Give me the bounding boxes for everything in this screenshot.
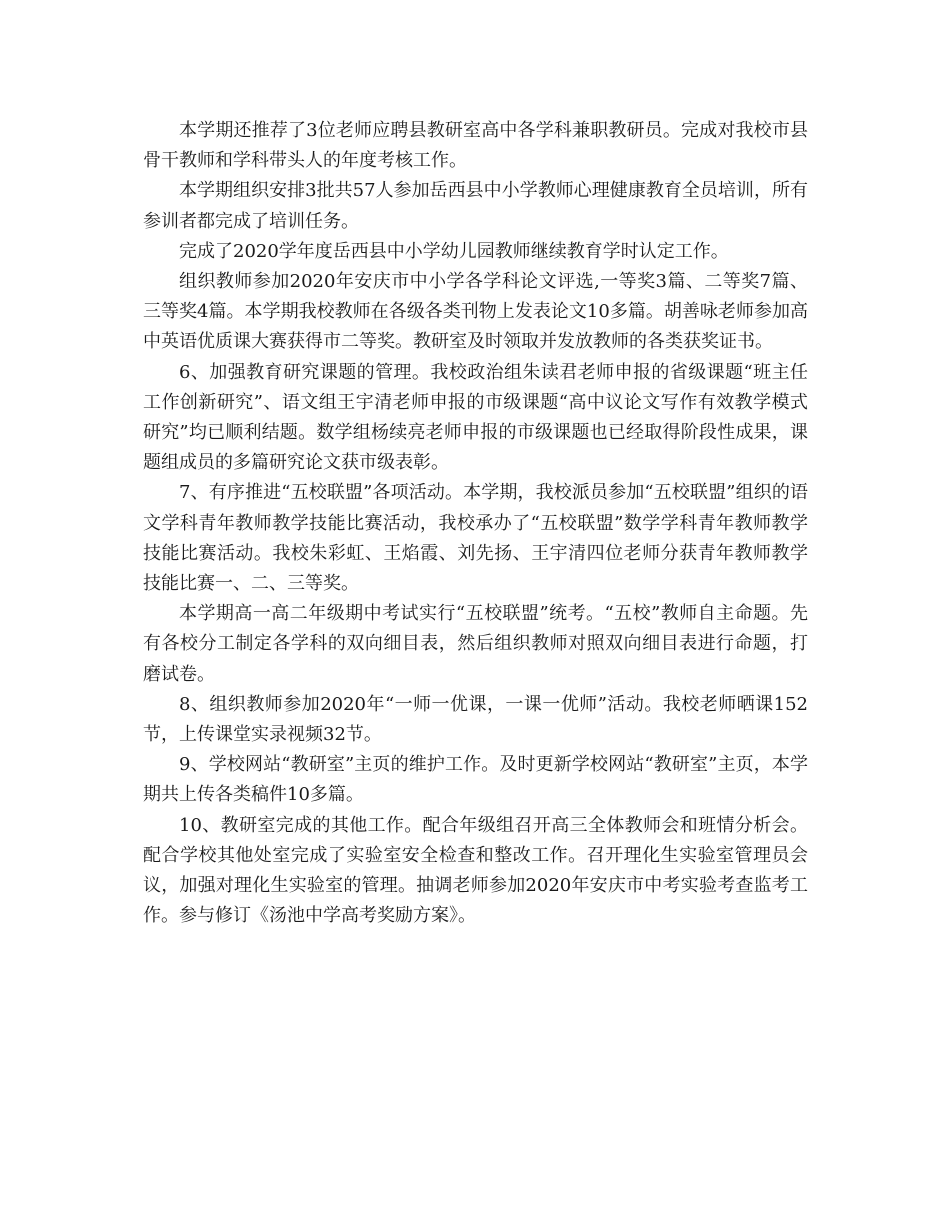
paragraph: 本学期高一高二年级期中考试实行“五校联盟”统考。“五校”教师自主命题。先有各校分工制定各学科的双向细目表，然后组织教师对照双向细目表进行命题，打磨试卷。	[143, 603, 808, 685]
paragraph: 完成了2020学年度岳西县中小学幼儿园教师继续教育学时认定工作。	[179, 240, 729, 262]
paragraph: 本学期组织安排3批共57人参加岳西县中小学教师心理健康教育全员培训，所有参训者都完成了培训任务。	[143, 180, 808, 232]
paragraph: 7、有序推进“五校联盟”各项活动。本学期，我校派员参加“五校联盟”组织的语文学科青年教师教学技能比赛活动，我校承办了“五校联盟”数学学科青年教师教学技能比赛活动。我校朱彩虹、王焰霞、刘先扬、王宇清四位老师分获青年教师教学技能比赛一、二、三等奖。	[143, 482, 808, 595]
paragraph: 6、加强教育研究课题的管理。我校政治组朱读君老师申报的省级课题“班主任工作创新研究”、语文组王宇清老师申报的市级课题“高中议论文写作有效教学模式研究”均已顺利结题。数学组杨续亮老师申报的市级课题也已经取得阶段性成果，课题组成员的多篇研究论文获市级表彰。	[143, 361, 808, 474]
paragraph: 10、教研室完成的其他工作。配合年级组召开高三全体教师会和班情分析会。配合学校其他处室完成了实验室安全检查和整改工作。召开理化生实验室管理员会议，加强对理化生实验室的管理。抽调老师参加2020年安庆市中考实验考查监考工作。参与修订《汤池中学高考奖励方案》。	[143, 814, 808, 927]
paragraph: 组织教师参加2020年安庆市中小学各学科论文评选,一等奖3篇、二等奖7篇、三等奖4篇。本学期我校教师在各级各类刊物上发表论文10多篇。胡善咏老师参加高中英语优质课大赛获得市二等奖。教研室及时领取并发放教师的各类获奖证书。	[143, 271, 808, 353]
paragraph: 8、组织教师参加2020年“一师一优课，一课一优师”活动。我校老师晒课152节，上传课堂实录视频32节。	[143, 693, 808, 746]
paragraph: 9、学校网站“教研室”主页的维护工作。及时更新学校网站“教研室”主页，本学期共上传各类稿件10多篇。	[143, 754, 808, 806]
document-body	[143, 116, 808, 931]
paragraph: 本学期还推荐了3位老师应聘县教研室高中各学科兼职教研员。完成对我校市县骨干教师和学科带头人的年度考核工作。	[143, 120, 808, 172]
